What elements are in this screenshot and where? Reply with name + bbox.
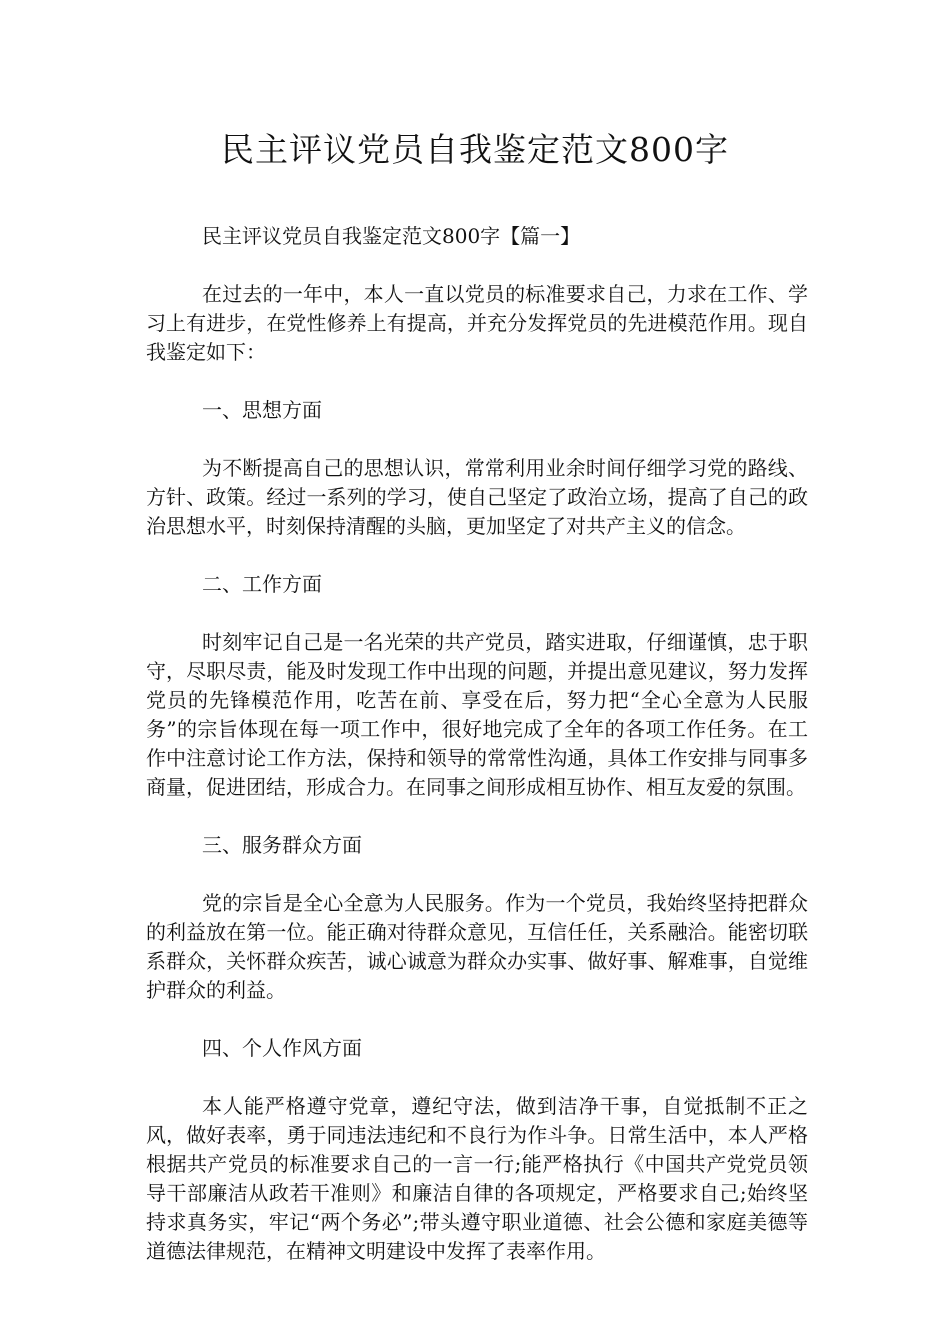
section-heading-service: 三、服务群众方面 (202, 833, 362, 857)
section-body-thought: 为不断提高自己的思想认识，常常利用业余时间仔细学习党的路线、方针、政策。经过一系列的学习，使自己坚定了政治立场，提高了自己的政治思想水平，时刻保持清醒的头脑，更加坚定了对共产主义的信念。 (146, 456, 808, 538)
section-body-conduct: 本人能严格遵守党章，遵纪守法，做到洁净干事，自觉抵制不正之风，做好表率，勇于同违法违纪和不良行为作斗争。日常生活中，本人严格根据共产党员的标准要求自己的一言一行;能严格执行《中国共产党党员领导干部廉洁从政若干准则》和廉洁自律的各项规定，严格要求自己;始终坚持求真务实，牢记“两个务必”;带头遵守职业道德、社会公德和家庭美德等道德法律规范，在精神文明建设中发挥了表率作用。 (146, 1094, 808, 1263)
section-heading-conduct: 四、个人作风方面 (202, 1036, 362, 1060)
section-heading-thought: 一、思想方面 (202, 398, 322, 422)
document-title: 民主评议党员自我鉴定范文800字 (221, 130, 729, 169)
intro-paragraph: 在过去的一年中，本人一直以党员的标准要求自己，力求在工作、学习上有进步，在党性修养上有提高，并充分发挥党员的先进模范作用。现自我鉴定如下： (146, 282, 808, 364)
section-heading-work: 二、工作方面 (202, 572, 322, 596)
document-body (146, 222, 808, 1295)
section-body-work: 时刻牢记自己是一名光荣的共产党员，踏实进取，仔细谨慎，忠于职守，尽职尽责，能及时发现工作中出现的问题，并提出意见建议，努力发挥党员的先锋模范作用，吃苦在前、享受在后，努力把“全心全意为人民服务”的宗旨体现在每一项工作中，很好地完成了全年的各项工作任务。在工作中注意讨论工作方法，保持和领导的常常性沟通，具体工作安排与同事多商量，促进团结，形成合力。在同事之间形成相互协作、相互友爱的氛围。 (146, 630, 808, 799)
section-body-service: 党的宗旨是全心全意为人民服务。作为一个党员，我始终坚持把群众的利益放在第一位。能正确对待群众意见，互信任任，关系融洽。能密切联系群众，关怀群众疾苦，诚心诚意为群众办实事、做好事、解难事，自觉维护群众的利益。 (146, 891, 808, 1002)
section-subtitle: 民主评议党员自我鉴定范文800字【篇一】 (202, 224, 581, 248)
